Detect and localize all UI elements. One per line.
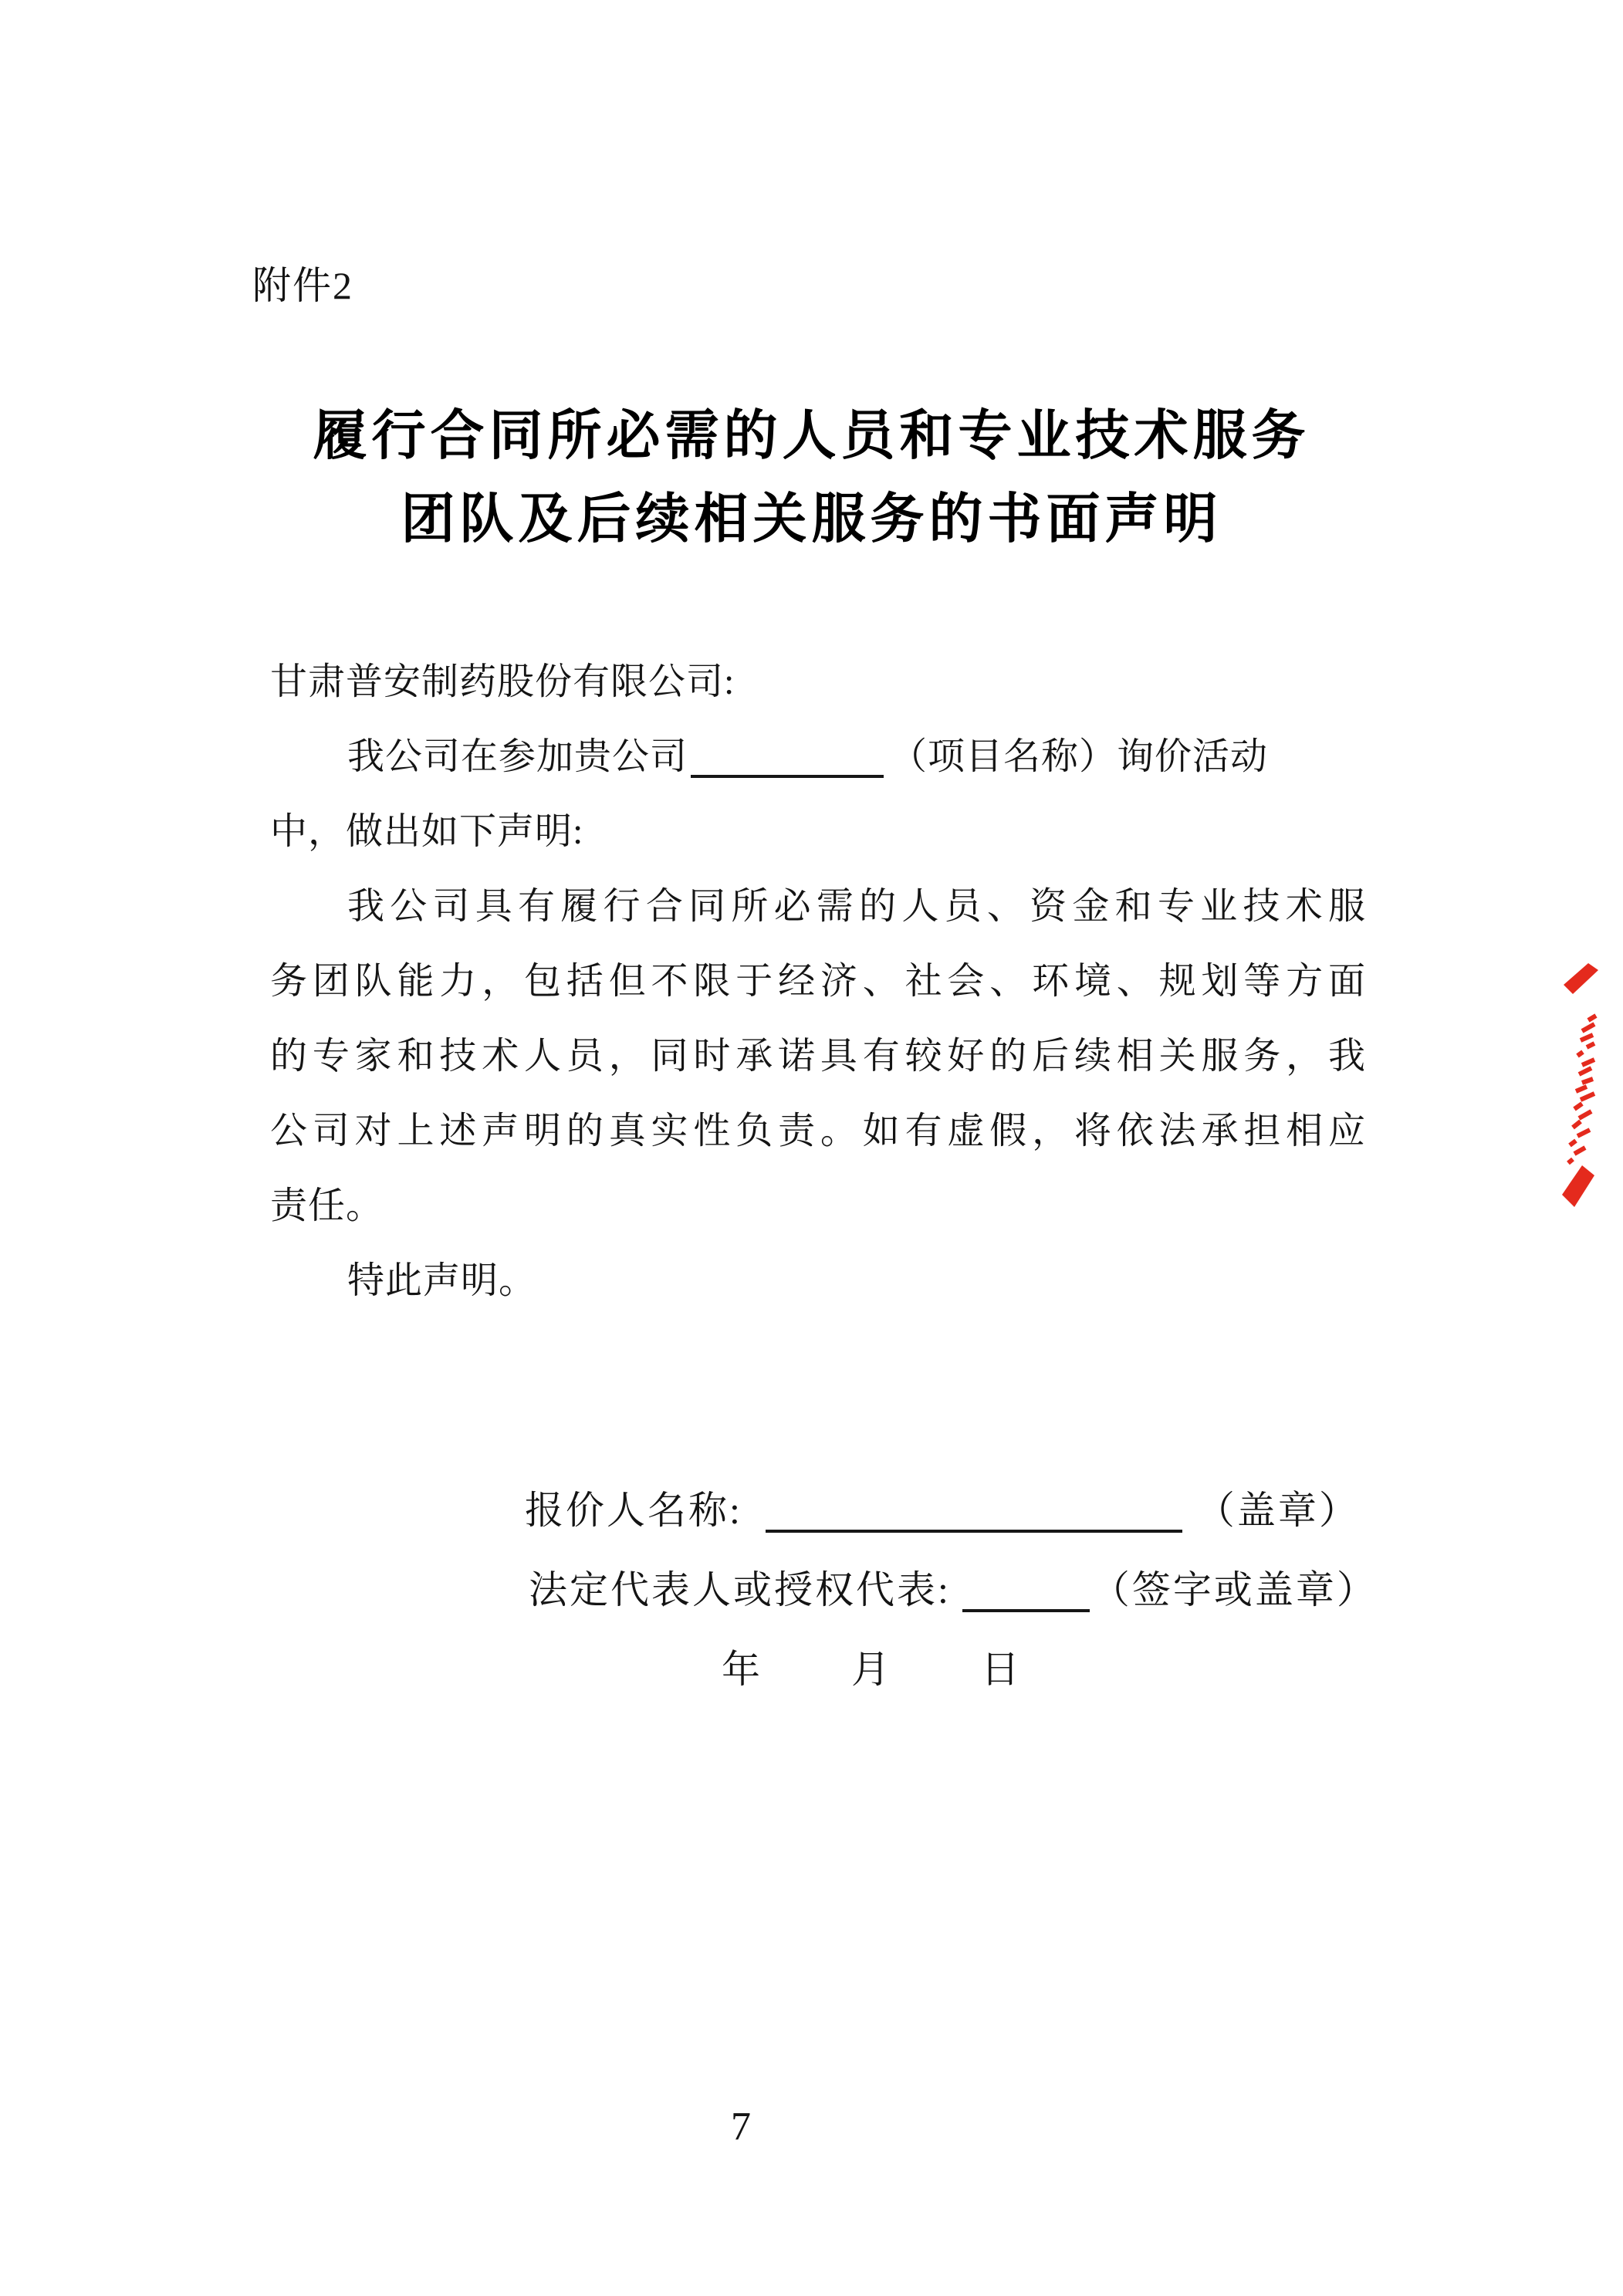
- representative-line: [529, 1563, 1378, 1617]
- page-number: 7: [731, 2105, 751, 2149]
- project-line-suffix: （项目名称）询价活动: [890, 736, 1269, 777]
- body-line: 公司对上述声明的真实性负责。如有虚假，将依法承担相应: [270, 1111, 1366, 1151]
- document-title-line1: 履行合同所必需的人员和专业技术服务: [313, 407, 1310, 466]
- bidder-name-line: [525, 1483, 1360, 1537]
- date-line: [722, 1642, 1022, 1696]
- body-line: 务团队能力，包括但不限于经济、社会、环境、规划等方面: [270, 961, 1366, 1002]
- body-text: [270, 644, 1366, 1318]
- document-title: [0, 395, 1623, 562]
- representative-seal-note: （签字或盖章）: [1090, 1568, 1378, 1611]
- body-line: 责任。: [270, 1185, 384, 1226]
- red-stamp-fragment: [1556, 962, 1602, 1209]
- representative-blank: [962, 1578, 1090, 1612]
- body-line: 中，做出如下声明:: [270, 811, 584, 852]
- salutation-line: 甘肃普安制药股份有限公司:: [270, 661, 735, 702]
- document-title-line2: 团队及后续相关服务的书面声明: [401, 490, 1222, 549]
- closing-statement-line: 特此声明。: [347, 1260, 537, 1301]
- date-month-label: 月: [851, 1648, 892, 1691]
- attachment-label: 附件2: [252, 264, 353, 307]
- date-day-label: 日: [981, 1648, 1022, 1691]
- bidder-seal-note: （盖章）: [1195, 1489, 1360, 1532]
- body-line: 我公司具有履行合同所必需的人员、资金和专业技术服: [347, 886, 1366, 927]
- bidder-name-blank: [766, 1499, 1182, 1533]
- body-line: 的专家和技术人员，同时承诺具有较好的后续相关服务，我: [270, 1036, 1366, 1077]
- project-name-blank: [691, 744, 884, 778]
- bidder-name-label: 报价人名称:: [525, 1489, 742, 1532]
- project-line-prefix: 我公司在参加贵公司: [347, 736, 688, 777]
- representative-label: 法定代表人或授权代表:: [529, 1568, 951, 1611]
- body-line-project: [270, 719, 1366, 794]
- date-year-label: 年: [722, 1648, 762, 1691]
